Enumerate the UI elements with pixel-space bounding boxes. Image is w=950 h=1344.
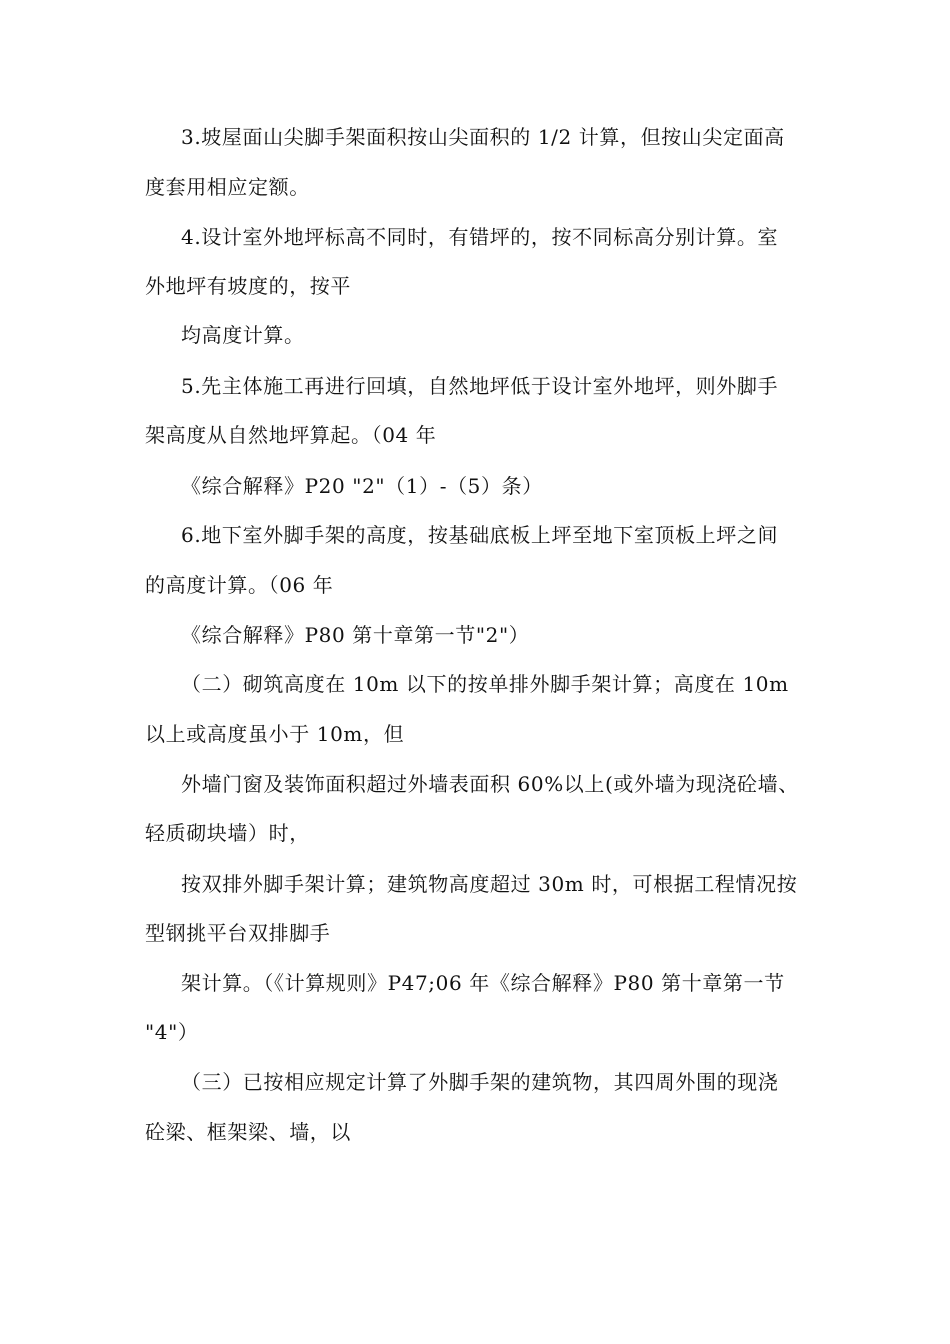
text-line: 3.坡屋面山尖脚手架面积按山尖面积的 1/2 计算，但按山尖定面高: [181, 125, 785, 149]
text-line: 架计算。（《计算规则》P47;06 年《综合解释》P80 第十章第一节: [181, 971, 785, 995]
text-line: 外墙门窗及装饰面积超过外墙表面积 60%以上(或外墙为现浇砼墙、: [181, 772, 799, 796]
text-line: （二）砌筑高度在 10m 以下的按单排外脚手架计算；高度在 10m: [181, 672, 789, 696]
text-line: 6.地下室外脚手架的高度，按基础底板上坪至地下室顶板上坪之间: [181, 523, 779, 547]
text-line: 按双排外脚手架计算；建筑物高度超过 30m 时，可根据工程情况按: [181, 872, 798, 896]
text-line: 《综合解释》P80 第十章第一节"2"）: [181, 623, 530, 647]
text-line: 外地坪有坡度的，按平: [145, 274, 351, 298]
text-line: 的高度计算。（06 年: [145, 573, 334, 597]
text-line: 度套用相应定额。: [145, 175, 310, 199]
text-line: 4.设计室外地坪标高不同时，有错坪的，按不同标高分别计算。室: [181, 225, 779, 249]
text-line: 型钢挑平台双排脚手: [145, 921, 331, 945]
text-line: 以上或高度虽小于 10m，但: [145, 722, 405, 746]
text-line: 均高度计算。: [181, 323, 305, 347]
text-line: 架高度从自然地坪算起。（04 年: [145, 423, 437, 447]
text-line: 砼梁、框架梁、墙，以: [145, 1120, 351, 1144]
text-line: 轻质砌块墙）时，: [145, 821, 310, 845]
text-line: 5.先主体施工再进行回填，自然地坪低于设计室外地坪，则外脚手: [181, 374, 779, 398]
text-line: 《综合解释》P20 "2"（1）-（5）条）: [181, 474, 543, 498]
text-line: （三）已按相应规定计算了外脚手架的建筑物，其四周外围的现浇: [181, 1070, 779, 1094]
text-line: "4"）: [145, 1020, 199, 1044]
